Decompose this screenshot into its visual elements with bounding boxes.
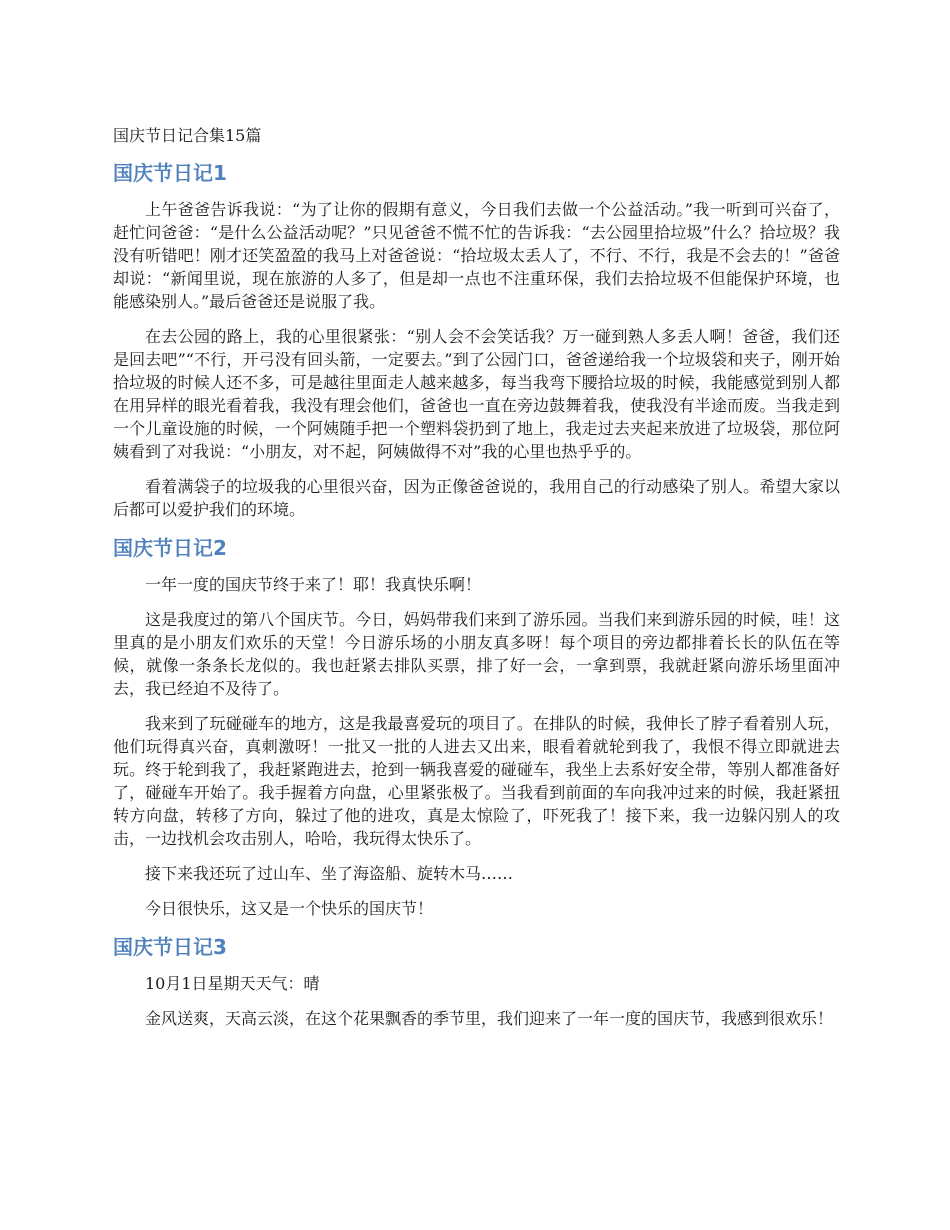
diary-section-2: [113, 533, 840, 920]
paragraph: 一年一度的国庆节终于来了！耶！我真快乐啊！: [145, 575, 482, 594]
paragraph: 这是我度过的第八个国庆节。今日，妈妈带我们来到了游乐园。当我们来到游乐园的时候，哇！这里真的是小朋友们欢乐的天堂！今日游乐场的小朋友真多呀！每个项目的旁边都排着长长的队伍在等候，就像一条条长龙似的。我也赶紧去排队买票，排了好一会，一拿到票，我就赶紧向游乐场里面冲去，我已经迫不及待了。: [113, 610, 840, 698]
paragraph: 在去公园的路上，我的心里很紧张：“别人会不会笑话我？万一碰到熟人多丢人啊！爸爸，我们还是回去吧”“不行，开弓没有回头箭，一定要去。”到了公园门口，爸爸递给我一个垃圾袋和夹子，刚开始拾垃圾的时候人还不多，可是越往里面走人越来越多，每当我弯下腰拾垃圾的时候，我能感觉到别人都在用异样的眼光看着我，我没有理会他们，爸爸也一直在旁边鼓舞着我，使我没有半途而废。当我走到一个儿童设施的时候，一个阿姨随手把一个塑料袋扔到了地上，我走过去夹起来放进了垃圾袋，那位阿姨看到了对我说：“小朋友，对不起，阿姨做得不对”我的心里也热乎乎的。: [113, 327, 840, 461]
paragraph: 10月1日星期天天气：晴: [145, 974, 320, 993]
document-title: 国庆节日记合集15篇: [113, 126, 262, 145]
paragraph: 接下来我还玩了过山车、坐了海盗船、旋转木马……: [145, 864, 514, 883]
section-heading: 国庆节日记3: [113, 935, 227, 959]
paragraph: 今日很快乐，这又是一个快乐的国庆节！: [145, 899, 434, 918]
document-page: [113, 122, 840, 1042]
diary-section-1: [113, 158, 840, 521]
section-heading: 国庆节日记1: [113, 161, 227, 185]
paragraph: 我来到了玩碰碰车的地方，这是我最喜爱玩的项目了。在排队的时候，我伸长了脖子看着别人玩，他们玩得真兴奋，真刺激呀！一批又一批的人进去又出来，眼看着就轮到我了，我恨不得立即就进去玩。终于轮到我了，我赶紧跑进去，抢到一辆我喜爱的碰碰车，我坐上去系好安全带，等别人都准备好了，碰碰车开始了。我手握着方向盘，心里紧张极了。当我看到前面的车向我冲过来的时候，我赶紧扭转方向盘，转移了方向，躲过了他的进攻，真是太惊险了，吓死我了！接下来，我一边躲闪别人的攻击，一边找机会攻击别人，哈哈，我玩得太快乐了。: [113, 714, 840, 848]
diary-section-3: [113, 932, 840, 1030]
paragraph: 上午爸爸告诉我说：“为了让你的假期有意义，今日我们去做一个公益活动。”我一听到可兴奋了，赶忙问爸爸：“是什么公益活动呢？”只见爸爸不慌不忙的告诉我：“去公园里拾垃圾”什么？拾垃圾？我没有听错吧！刚才还笑盈盈的我马上对爸爸说：“拾垃圾太丢人了，不行、不行，我是不会去的！”爸爸却说：“新闻里说，现在旅游的人多了，但是却一点也不注重环保，我们去拾垃圾不但能保护环境，也能感染别人。”最后爸爸还是说服了我。: [113, 200, 840, 311]
paragraph: 金风送爽，天高云淡，在这个花果飘香的季节里，我们迎来了一年一度的国庆节，我感到很欢乐！: [145, 1009, 834, 1028]
section-heading: 国庆节日记2: [113, 536, 227, 560]
paragraph: 看着满袋子的垃圾我的心里很兴奋，因为正像爸爸说的，我用自己的行动感染了别人。希望大家以后都可以爱护我们的环境。: [113, 477, 840, 519]
